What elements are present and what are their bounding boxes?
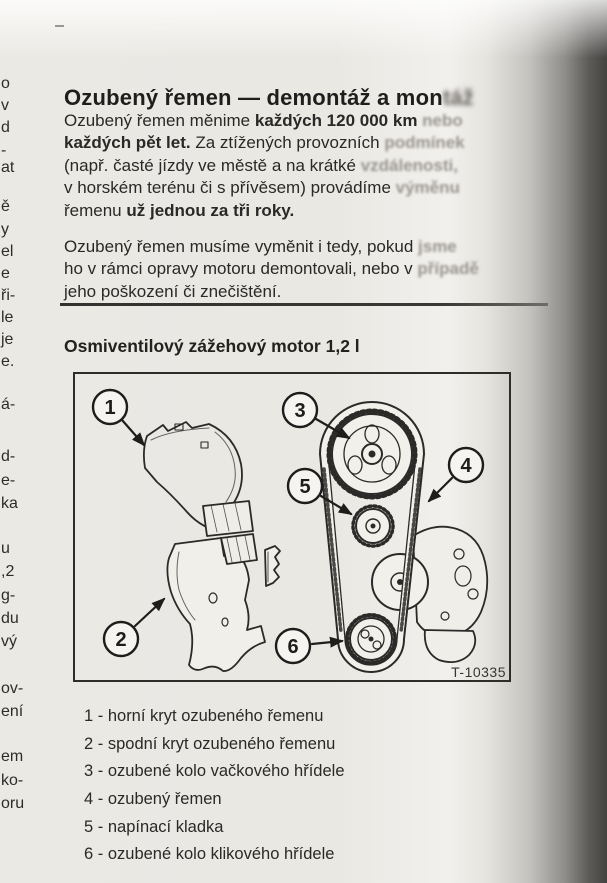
margin-fragment: el [1,243,14,260]
callout-number: 5 [299,476,311,498]
parts-legend [84,707,345,873]
margin-fragment: e. [1,353,15,370]
margin-fragment: ení [1,703,24,720]
body-text-run: Ozubený řemen musíme vyměnit i tedy, pokud [64,237,419,256]
margin-fragment: u [1,540,10,557]
callout-arrow [135,599,164,626]
legend-item: 1 - horní kryt ozubeného řemenu [84,707,324,725]
legend-item: 6 - ozubené kolo klikového hřídele [84,845,335,864]
callout-arrow [429,478,452,501]
margin-fragment: á- [1,396,16,413]
bracket-drawing [265,546,280,586]
callout-2 [104,599,164,656]
page-title-faded-text: táž [442,84,475,110]
margin-fragment: d- [1,448,16,465]
paragraph-2 [64,236,556,303]
section-heading: Osmiventilový zážehový motor 1,2 l [64,335,360,356]
callout-6 [276,629,342,663]
margin-fragment: ka [1,495,18,512]
margin-fragment: le [1,309,14,326]
body-text-run: Za ztížených provozních [190,133,385,153]
margin-fragment: ři- [1,287,16,304]
callout-number: 3 [294,400,306,422]
margin-fragment: ov- [1,680,24,697]
margin-fragment: je [1,331,14,348]
timing-belt-diagram [75,374,508,677]
margin-fragment: ko- [1,772,24,789]
callout-arrow [122,420,144,445]
margin-fragment: e [1,265,10,282]
idler-pulley-drawing [372,554,428,610]
page-title-text: Ozubený řemen — demontáž a mon [64,84,443,110]
body-text-run: ho v rámci opravy motoru demontovali, nebo v [64,259,418,279]
bold-text-run: každých pět let. [64,133,191,153]
tensioner-pulley-drawing [353,506,393,546]
callout-number: 1 [104,397,116,419]
body-text-run: jeho poškození či znečištění. [64,281,282,301]
margin-fragment: vý [1,633,17,650]
bold-text-run: už jednou za tři roky. [126,200,295,220]
legend-item: 2 - spodní kryt ozubeného řemenu [84,734,336,753]
callout-4 [429,448,483,501]
faded-text-run: podmínek [384,133,465,153]
figure-code-label: T-10335 [451,664,506,680]
callout-number: 2 [115,629,127,651]
bold-text-run: každých 120 000 km [254,111,423,130]
faded-text-run: vzdálenosti, [360,155,458,175]
faded-text-run: jsme [418,237,457,256]
legend-item: 4 - ozubený řemen [84,790,222,809]
body-text-run: řemenu [64,200,127,220]
legend-item: 5 - napínací kladka [84,817,224,836]
margin-fragment: ě [1,198,10,215]
margin-fragment: o [1,75,10,92]
margin-fragment: - [1,142,7,159]
faded-text-run: nebo [422,111,463,130]
body-text-run: Ozubený řemen měnime [64,111,255,130]
callout-1 [93,390,144,445]
callout-number: 4 [460,455,472,477]
margin-fragment: oru [1,795,25,812]
section-divider [60,303,548,306]
faded-text-run: případě [417,259,479,279]
body-text-run: v horském terénu či s přívěsem) provádíme [64,178,396,198]
margin-fragment: em [1,748,24,765]
camshaft-sprocket-drawing [329,411,415,497]
margin-fragment: d [1,119,10,136]
scan-speck [55,25,64,27]
margin-fragment: g- [1,587,16,604]
margin-fragment: ,2 [1,563,15,580]
margin-fragment: y [1,221,9,238]
crankshaft-sprocket-drawing [347,615,395,663]
upper-cover-drawing [144,422,253,536]
margin-fragment: at [1,159,15,176]
lower-cover-drawing [167,534,265,671]
margin-fragment: e- [1,472,16,489]
legend-item: 3 - ozubené kolo vačkového hřídele [84,762,345,781]
page-title [64,85,474,111]
margin-fragment: v [1,97,9,114]
paragraph-1 [64,110,556,222]
faded-text-run: výměnu [395,178,460,198]
figure-frame [73,372,511,682]
margin-fragment: du [1,610,19,627]
body-text-run: (např. časté jízdy ve městě a na krátké [64,155,361,175]
callout-number: 6 [287,636,299,658]
